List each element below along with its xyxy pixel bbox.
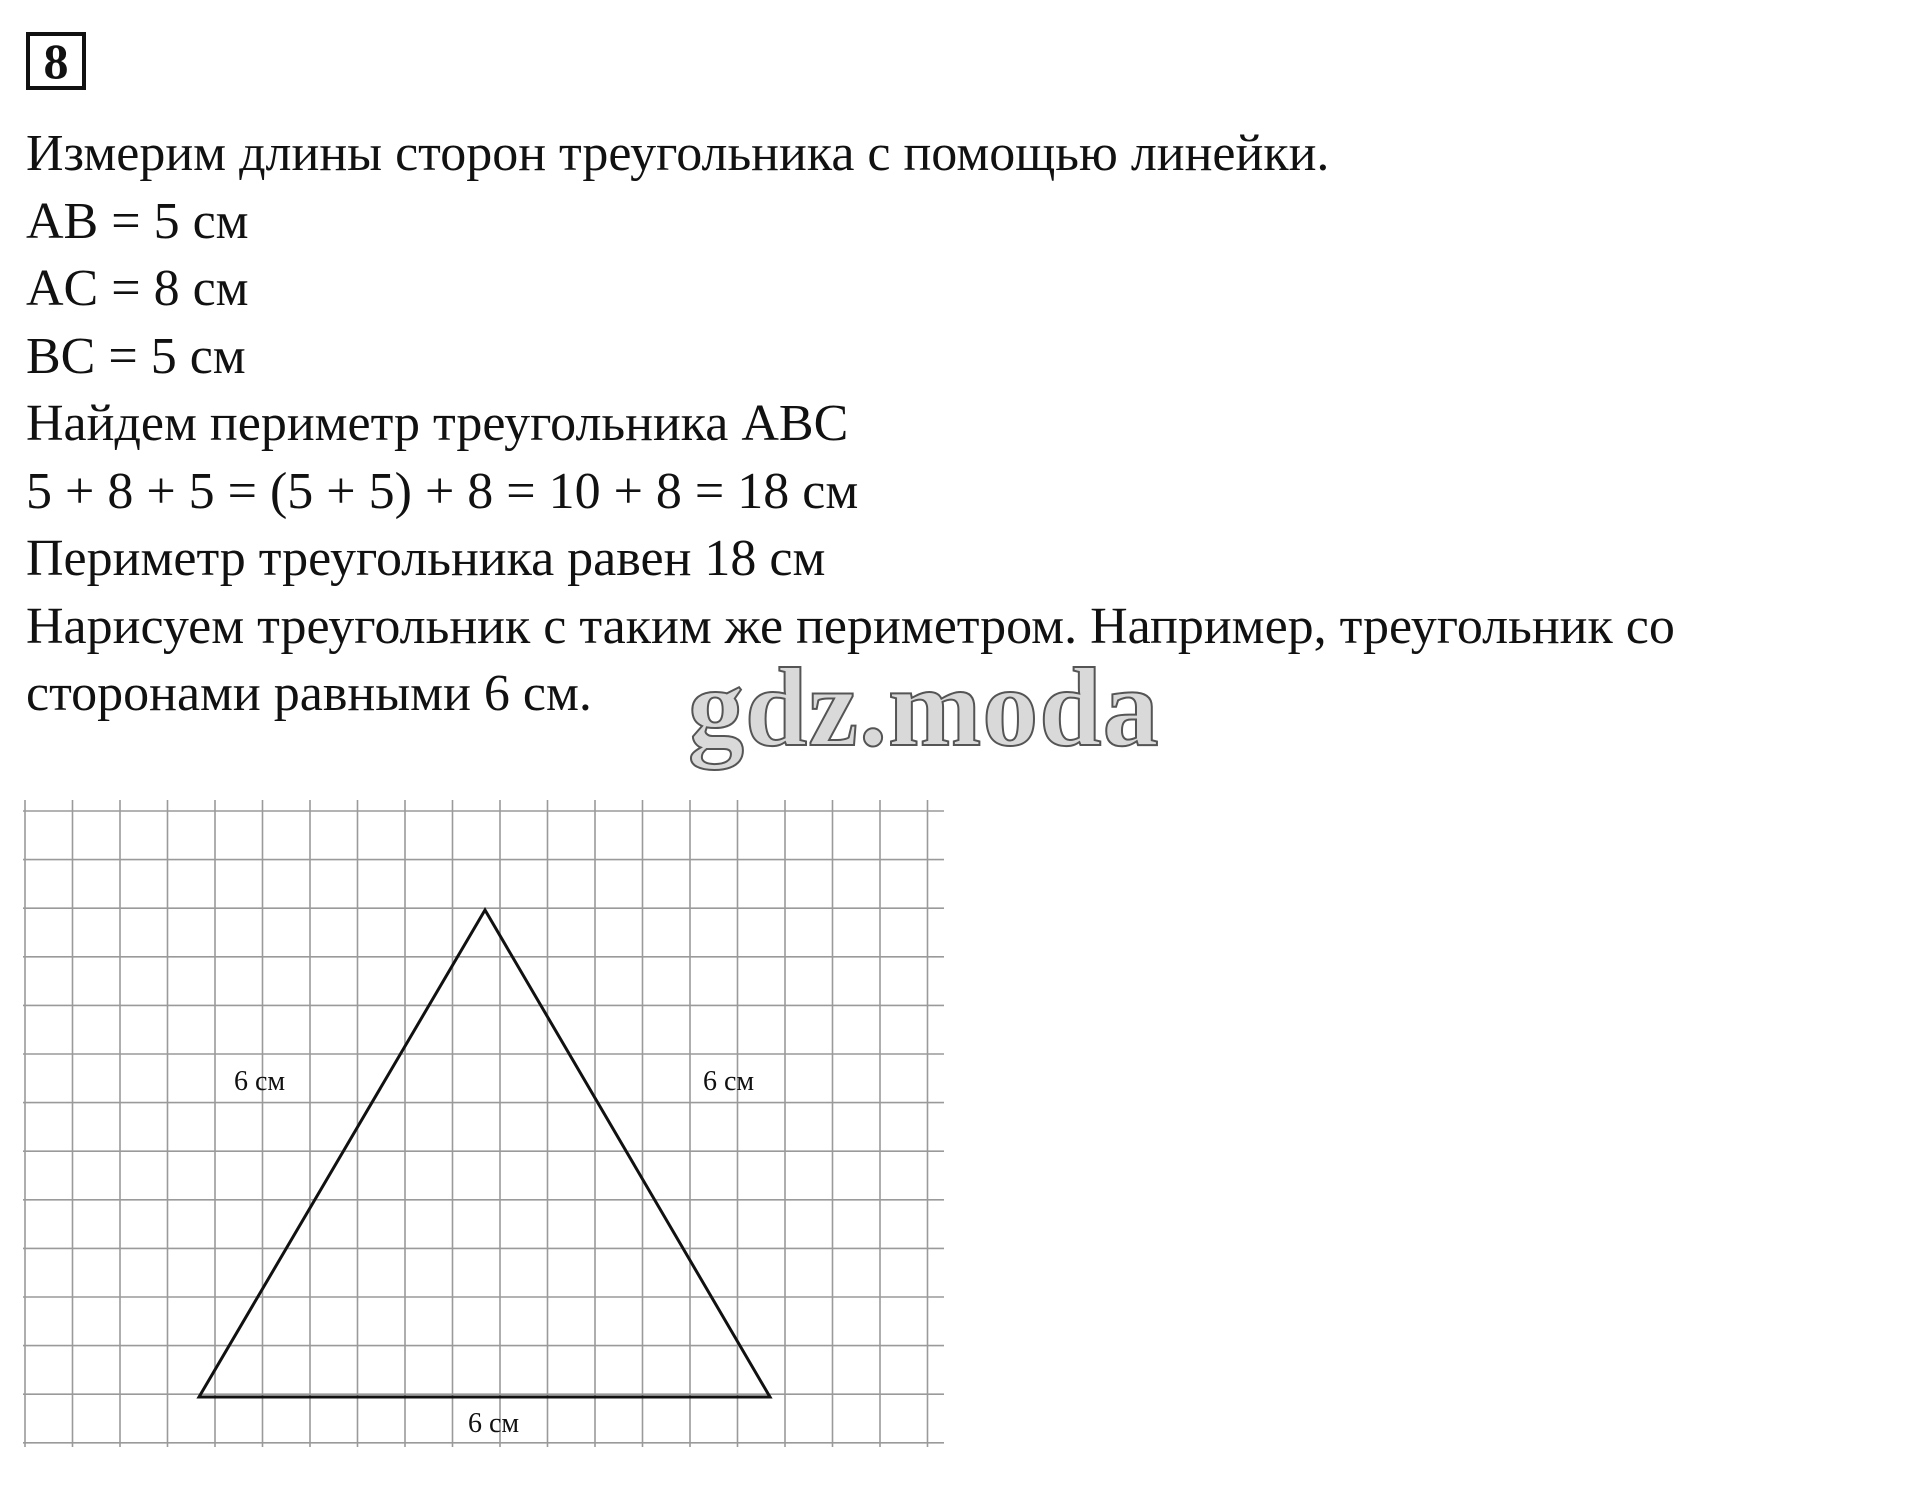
text-line: BC = 5 см bbox=[26, 327, 246, 385]
text-line: 5 + 8 + 5 = (5 + 5) + 8 = 10 + 8 = 18 см bbox=[26, 462, 859, 520]
text-line: Периметр треугольника равен 18 см bbox=[26, 530, 826, 587]
text-line: Измерим длины сторон треугольника с помощью линейки. bbox=[26, 125, 1330, 182]
grid-paper bbox=[23, 800, 944, 1447]
text-line: AC = 8 см bbox=[26, 260, 249, 317]
text-line: Найдем периметр треугольника АВС bbox=[26, 395, 849, 452]
text-line: сторонами равными 6 см. bbox=[26, 665, 592, 722]
side-label-right: 6 см bbox=[703, 1066, 755, 1097]
side-label-left: 6 см bbox=[234, 1066, 286, 1097]
side-label-bottom: 6 см bbox=[468, 1408, 520, 1439]
text-line: AB = 5 см bbox=[26, 192, 249, 250]
task-number-box: 8 bbox=[26, 32, 86, 90]
triangle bbox=[199, 910, 770, 1397]
text-line: Нарисуем треугольник с таким же периметром. Например, треугольник со bbox=[26, 597, 1675, 655]
watermark-logo: gdz.moda bbox=[688, 646, 1160, 770]
